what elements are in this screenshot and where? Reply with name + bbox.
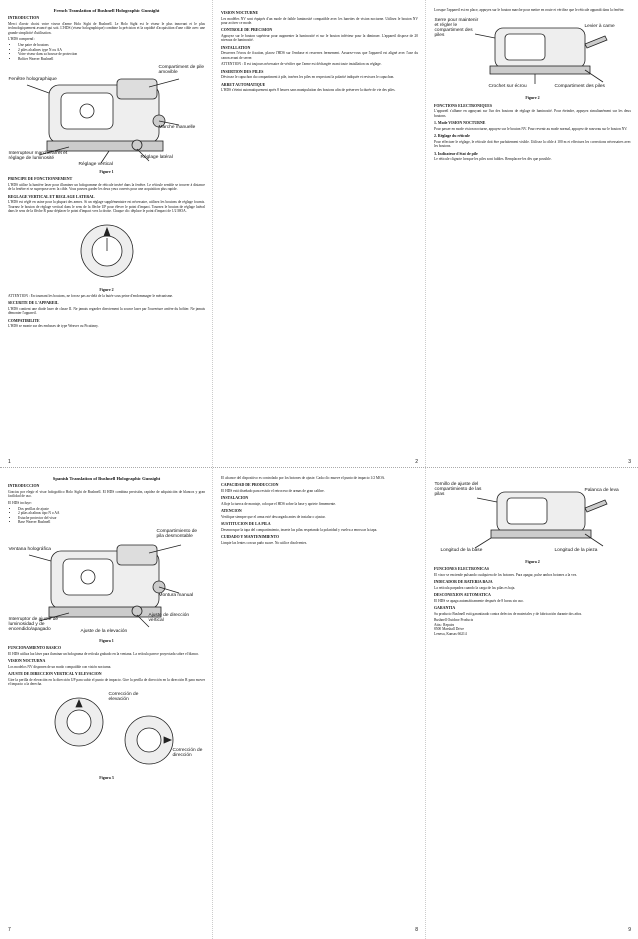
figure-adjust-knob [62, 216, 152, 286]
label-vertical: Ajuste de la elevación [80, 628, 128, 634]
paragraph: Afloje la tuerca de montaje, coloque el HDS sobre la base y apriete firmemente. [221, 502, 337, 506]
figure-caption: Figura 1 [99, 637, 114, 643]
list-item: • Votre viseur dans sa housse de protection [18, 52, 205, 56]
panel-2 [215, 2, 424, 467]
page-number: 8 [415, 926, 418, 933]
paragraph: L'HDS comprend : [8, 37, 36, 42]
label-manual: Marche manuelle [158, 125, 196, 131]
page-number: 9 [628, 926, 631, 933]
paragraph: Appuyez sur le bouton supérieur pour augmenter la luminosité et sur le bouton inférieur pour la diminuer. L'appareil dispose de 20 niveaux de luminosité. [221, 34, 418, 43]
section-heading: VISION NOCTURNE [221, 11, 259, 15]
warning-text: Verifique siempre que el arma esté descargada antes de instalar o ajustar. [221, 515, 326, 519]
contents-list [18, 507, 205, 525]
figure-caption: Figura 3 [99, 775, 114, 781]
section-heading: INTRODUCCION [8, 484, 40, 489]
figure-caption: Figure 2 [99, 286, 114, 292]
section-heading: SECURITE DE L'APPAREIL [8, 301, 59, 306]
page-number: 3 [628, 458, 631, 465]
address-block [434, 618, 631, 636]
warning-text: ATTENTION : En tournant les boutons, ne forcez pas au-delà de la butée sous peine d'endommager le mécanisme. [8, 294, 174, 299]
section-heading: INDICADOR DE BATERIA BAJA [434, 580, 493, 585]
correction-knobs-illustration [9, 688, 205, 774]
paragraph: El HDS se apaga automáticamente después de 8 horas sin uso. [434, 599, 524, 603]
list-item: • Une paire de boutons [18, 43, 205, 47]
label-manual: Montura manual [158, 592, 194, 598]
paragraph: Desserrez l'écrou de fixation, placez l'HDS sur l'embase et resserrez fermement. Assurez-vous que l'appareil est aligné avec l'axe du canon avant de serrer. [221, 51, 418, 60]
figure-1-es [9, 527, 205, 637]
paragraph: Pour effectuer le réglage, le réticule doit être parfaitement visible. Utilisez la cible à 100 m et effectuez les corrections nécessaires avec les boutons. [434, 139, 631, 149]
section-heading: AJUSTE DE DIRECCION VERTICAL Y ELEVACION [8, 672, 102, 677]
label-side: Réglage latéral [140, 155, 173, 161]
section-heading: 2. Réglage du réticule [434, 134, 470, 139]
panel-8 [215, 470, 424, 935]
list-item: • Dos perillas de ajuste [18, 507, 205, 511]
list-item: • Base Weaver Bushnell [18, 520, 205, 524]
page-number: 7 [8, 926, 11, 933]
label-vertical: Réglage vertical [78, 162, 113, 168]
section-heading: 1. Mode VISION NOCTURNE [434, 121, 486, 126]
section-heading: GARANTIA [434, 606, 456, 611]
section-heading: ARRET AUTOMATIQUE [221, 82, 266, 87]
paragraph: Desenrosque la tapa del compartimiento, inserte las pilas respetando la polaridad y vuelva a enroscar la tapa. [221, 528, 378, 532]
paragraph: Lorsque l'appareil est en place, appuyez sur le bouton marche pour mettre en route et vérifiez que le réticule apparaît dans la fenêtre. [434, 8, 625, 12]
label-screw: Serre pour maintenir et régler le compartiment des piles [434, 18, 479, 39]
panel-3 [428, 2, 637, 467]
document-title: French Translation of Bushnell Holographic Gunsight [53, 8, 160, 13]
label-elevation: Corrección de elevación [108, 692, 139, 703]
figure-caption: Figure 1 [99, 169, 114, 175]
paragraph: Los modelos NV disponen de un modo compatible con visión nocturna. [8, 664, 112, 669]
section-heading: CAPACIDAD DE PRODUCCION [221, 483, 279, 488]
paragraph: Su producto Bushnell está garantizado contra defectos de materiales y de fabricación durante dos años. [434, 612, 582, 616]
section-heading: ATENCION [221, 509, 242, 514]
section-heading: INSERTION DES PILES [221, 69, 264, 74]
paragraph: El alcance del dispositivo es controlado por los botones de ajuste. Cada clic mueve el punto de impacto 1/2 MOA. [221, 476, 386, 480]
label-power: Interruptor de ajuste de luminosidad y de encendido/apagado [8, 616, 59, 632]
paragraph: L'HDS contient une diode laser de classe II. Ne jamais regarder directement la source laser par l'ouverture arrière du boîtier. Ne jamais démonter l'appareil. [8, 307, 205, 316]
figure-3 [9, 688, 205, 774]
fold-line [212, 0, 213, 939]
figure-2 [435, 14, 631, 94]
paragraph: Limpie las lentes con un paño suave. No utilice disolventes. [221, 541, 308, 545]
label-power: Interrupteur marche/arrêt et réglage de luminosité [8, 151, 68, 162]
section-heading: CUIDADO Y MANTENIMIENTO [221, 535, 280, 540]
section-heading: PRINCIPE DE FONCTIONNEMENT [8, 177, 73, 182]
paragraph: Gire la perilla de elevación en la dirección UP para subir el punto de impacto. Gire la perilla de dirección en la dirección R para mover el impacto a la derecha. [8, 677, 205, 687]
paragraph: L'HDS se monte sur des embases de type Weaver ou Picatinny. [8, 324, 99, 329]
section-heading: DESCONEXION AUTOMATICA [434, 593, 491, 598]
warning-text: ATTENTION : Il est toujours nécessaire de vérifier que l'arme est déchargée avant toute installation ou réglage. [221, 62, 382, 67]
paragraph: Les modèles NV sont équipés d'un mode de faible luminosité compatible avec les lunettes de vision nocturne. Utilisez le bouton NV pour activer ce mode. [221, 16, 418, 25]
figure-2-es [435, 478, 631, 558]
page-number: 2 [415, 458, 418, 465]
paragraph: La retícula parpadea cuando la carga de las pilas es baja. [434, 586, 516, 590]
label-window: Ventana holográfica [8, 546, 51, 552]
section-heading: FUNCIONES ELECTRONICAS [434, 567, 490, 572]
paragraph: El HDS incluye: [8, 500, 32, 505]
fold-line-horizontal [0, 467, 638, 468]
section-heading: REGLAGE VERTICAL ET REGLAGE LATERAL [8, 194, 95, 199]
paragraph: L'HDS s'éteint automatiquement après 8 heures sans manipulation des boutons afin de préserver la durée de vie des piles. [221, 88, 396, 93]
page-number: 1 [8, 458, 11, 465]
paragraph: L'HDS est réglé en usine pour la plupart des armes. Si un réglage supplémentaire est nécessaire, utilisez les boutons de réglage fournis. Tournez le bouton de réglage vertical dans le sens de la flèche UP pour élever le point d'impact. Tournez le bouton de réglage latéral dans le sens de la flèche R pour déplacer le point d'impact vers la droite. Chaque clic déplace le point d'impact de 1/2 MOA. [8, 200, 205, 214]
paragraph: Pour passer en mode vision nocturne, appuyez sur le bouton NV. Pour revenir au mode normal, appuyez de nouveau sur le bouton NV. [434, 126, 628, 131]
paragraph: El HDS está diseñado para resistir el retroceso de armas de gran calibre. [221, 489, 325, 493]
list-item: • Estuche protector del visor [18, 516, 205, 520]
figure-caption: Figura 2 [525, 559, 540, 564]
label-lever: Palanca de leva [584, 488, 619, 493]
document-title: Spanish Translation of Bushnell Holographic Gunsight [52, 476, 161, 481]
fold-line [425, 0, 426, 939]
paragraph: El visor se enciende pulsando cualquiera de los botones. Para apagar, pulse ambos botones a la vez. [434, 573, 578, 577]
label-window: Fenêtre holographique [8, 77, 57, 83]
address-line: Lenexa, Kansas 66214 [434, 631, 467, 636]
label-battery: Compartiment de pile amovible [158, 65, 205, 76]
figure-caption: Figure 2 [525, 95, 540, 101]
panel-1 [2, 2, 211, 467]
label-screw: Tornillo de ajuste del compartimiento de las pilas [434, 482, 482, 497]
label-windage: Corrección de dirección [172, 748, 203, 759]
section-heading: COMPATIBILITE [8, 318, 40, 323]
section-heading: 3. Indicateur d'état de pile [434, 151, 478, 156]
paragraph: L'HDS utilise la lumière laser pour illuminer un hologramme de réticule inséré dans la fenêtre. Le réticule semble se trouver à distance de la fenêtre et se superpose avec la cible. Vous pouvez garder les deux yeux ouverts pour une acquisition plus rapide. [8, 183, 205, 192]
section-heading: INSTALLATION [221, 45, 251, 50]
figure-1 [9, 63, 205, 168]
label-battery: Compartimiento de pila desmontable [156, 528, 198, 539]
panel-9 [428, 470, 637, 935]
list-item: • 2 pilas alcalinas tipo N o AA [18, 511, 205, 515]
paragraph: Dévissez le capuchon du compartiment à pile, insérez les piles en respectant la polarité indiquée et revissez le capuchon. [221, 75, 395, 80]
section-heading: FUNCIONAMIENTO BASICO [8, 646, 61, 651]
label-base-length: Longitud de la base [440, 548, 483, 553]
section-heading: INTRODUCTION [8, 16, 40, 21]
address-line: 8500 Marshall Drive [434, 627, 464, 632]
list-item: • Boîtier Weaver Bushnell [18, 57, 205, 61]
paragraph: Gracias por elegir el visor holográfico Holo Sight de Bushnell. El HDS combina precisión, rapidez de adquisición de blancos y gran facilidad de uso. [8, 489, 205, 499]
paragraph: Merci d'avoir choisi votre viseur d'arme Holo Sight de Bushnell. Le Holo Sight est le viseur le plus innovant et le plus technologiquement avancé qui soit. L'HDS (viseur holographique) combine la précision et la rapidité d'acquisition d'une cible avec une grande simplicité d'utilisation. [8, 21, 205, 35]
list-item: • 2 piles alcalines type N ou AA [18, 48, 205, 52]
address-line: Attn.: Repairs [434, 622, 455, 627]
address-line: Bushnell Outdoor Products [434, 618, 474, 623]
paragraph: L'appareil s'allume en appuyant sur l'un des boutons de réglage de luminosité. Pour éteindre, appuyez simultanément sur les deux boutons. [434, 109, 631, 118]
label-compartment: Compartiment des piles [554, 84, 605, 90]
label-lever: Levier à came [584, 24, 615, 30]
label-piece-length: Longitud de la pieza [554, 548, 598, 553]
section-heading: CONTROLE DE PRECISION [221, 28, 273, 33]
label-clamp: Crochet sur écrou [488, 84, 527, 90]
panel-7 [2, 470, 211, 935]
section-heading: SUSTITUCION DE LA PILA [221, 522, 271, 527]
label-side: Ajuste de dirección vertical [148, 612, 190, 623]
section-heading: INSTALACION [221, 496, 249, 501]
paragraph: El HDS utiliza luz láser para iluminar un holograma de retícula grabado en la ventana. La retícula parece proyectada sobre el blanco. [8, 651, 200, 656]
section-heading: FONCTIONS ELECTRONIQUES [434, 103, 493, 108]
section-heading: VISION NOCTURNA [8, 659, 46, 664]
contents-list [18, 43, 205, 61]
paragraph: Le réticule clignote lorsque les piles sont faibles. Remplacez-les dès que possible. [434, 157, 552, 162]
adjust-knob-illustration [62, 216, 152, 286]
